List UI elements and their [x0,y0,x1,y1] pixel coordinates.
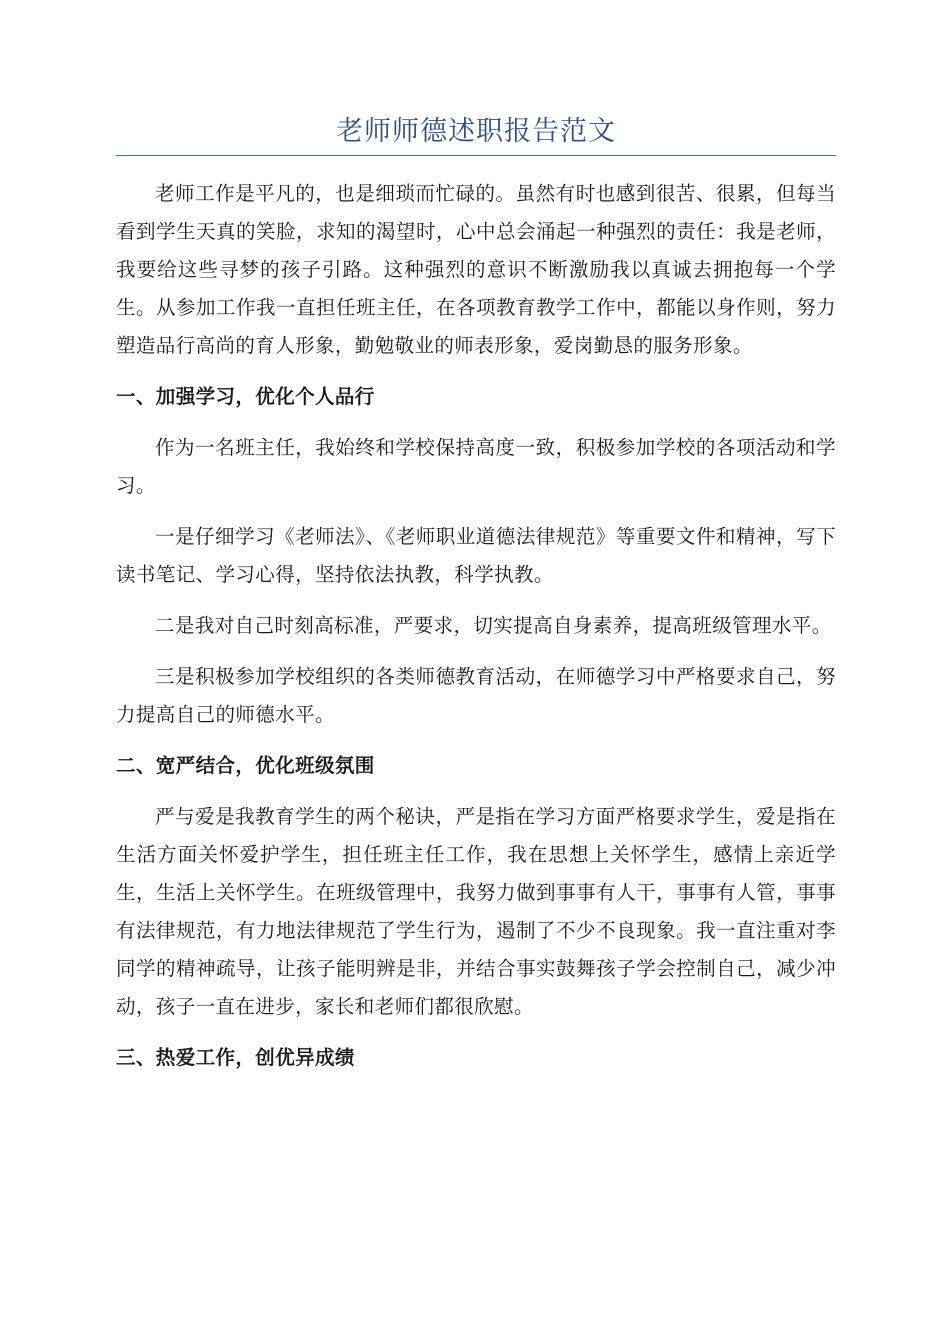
title-underline [116,155,836,156]
paragraph: 二是我对自己时刻高标准，严要求，切实提高自身素养，提高班级管理水平。 [155,614,832,637]
paragraph: 严与爱是我教育学生的两个秘诀，严是指在学习方面严格要求学生，爱是指在生活方面关怀爱护学生，担任班主任工作，我在思想上关怀学生，感情上亲近学生，生活上关怀学生。在班级管理中，我努力做到事事有人干，事事有人管，事事有法律规范，有力地法律规范了学生行为，遏制了不少不良现象。我一直注重对李同学的精神疏导，让孩子能明辨是非，并结合事实鼓舞孩子学会控制自己，减少冲动，孩子一直在进步，家长和老师们都很欣慰。 [116,805,836,1018]
section-heading-1: 一、加强学习，优化个人品行 [116,385,375,408]
document-title: 老师师德述职报告范文 [336,116,616,147]
paragraph: 一是仔细学习《老师法》、《老师职业道德法律规范》等重要文件和精神，写下读书笔记、学习心得，坚持依法执教，科学执教。 [116,525,836,586]
paragraph: 作为一名班主任，我始终和学校保持高度一致，积极参加学校的各项活动和学习。 [116,436,836,497]
paragraph: 三是积极参加学校组织的各类师德教育活动，在师德学习中严格要求自己，努力提高自己的师德水平。 [116,665,836,726]
section-heading-3: 三、热爱工作，创优异成绩 [116,1046,355,1069]
document-body [116,175,836,1090]
section-heading-2: 二、宽严结合，优化班级氛围 [116,754,375,777]
intro-paragraph: 老师工作是平凡的，也是细琐而忙碌的。虽然有时也感到很苦、很累，但每当看到学生天真的笑脸，求知的渴望时，心中总会涌起一种强烈的责任：我是老师，我要给这些寻梦的孩子引路。这种强烈的意识不断激励我以真诚去拥抱每一个学生。从参加工作我一直担任班主任，在各项教育教学工作中，都能以身作则，努力塑造品行高尚的育人形象，勤勉敬业的师表形象，爱岗勤恳的服务形象。 [116,182,836,357]
